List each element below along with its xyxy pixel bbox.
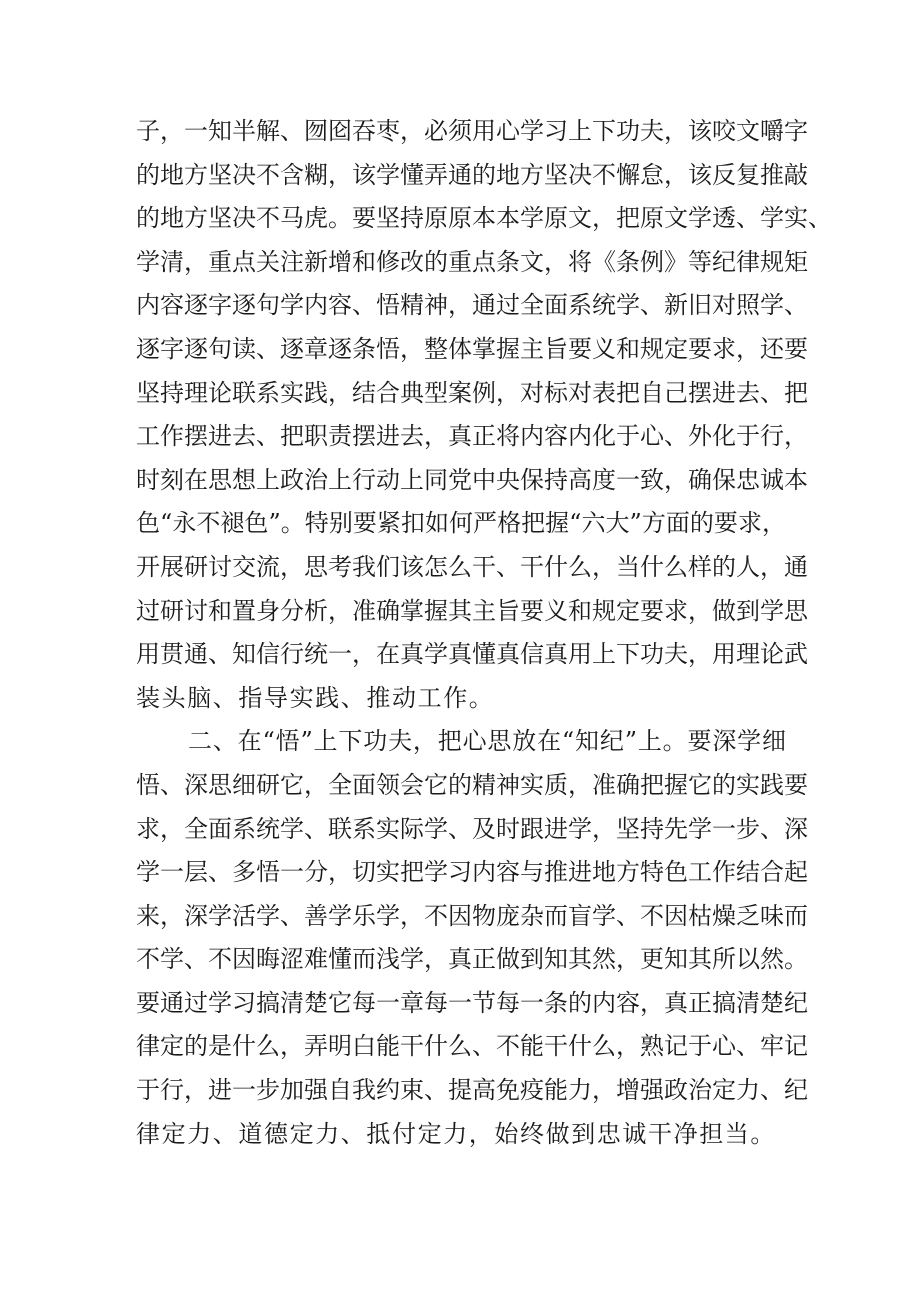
text-line-last: 装头脑、指导实践、推动工作。 <box>136 683 495 712</box>
text-line: 色“永不褪色”。特别要紧扣如何严格把握“六大”方面的要求， <box>136 509 786 538</box>
text-line: 学一层、多悟一分，切实把学习内容与推进地方特色工作结合起 <box>136 858 808 887</box>
text-line: 于行，进一步加强自我约束、提高免疫能力，增强政治定力、纪 <box>136 1076 808 1105</box>
text-line: 来，深学活学、善学乐学，不因物庞杂而盲学、不因枯燥乏味而 <box>136 901 808 930</box>
text-line: 的地方坚决不马虎。要坚持原原本本学原文，把原文学透、学实、 <box>136 204 832 233</box>
text-line: 内容逐字逐句学内容、悟精神，通过全面系统学、新旧对照学、 <box>136 291 808 320</box>
text-line: 的地方坚决不含糊，该学懂弄通的地方坚决不懈怠，该反复推敲 <box>136 160 808 189</box>
text-line: 要通过学习搞清楚它每一章每一节每一条的内容，真正搞清楚纪 <box>136 988 808 1017</box>
document-body <box>136 110 832 1156</box>
paragraph-heading-line: 二、在“悟”上下功夫，把心思放在“知纪”上。要深学细 <box>188 727 786 756</box>
text-line: 用贯通、知信行统一，在真学真懂真信真用上下功夫，用理论武 <box>136 640 808 669</box>
paragraph-2 <box>136 720 808 1156</box>
text-line: 学清，重点关注新增和修改的重点条文，将《条例》等纪律规矩 <box>136 247 808 276</box>
text-line: 子，一知半解、囫囵吞枣，必须用心学习上下功夫，该咬文嚼字 <box>136 117 808 145</box>
text-line: 时刻在思想上政治上行动上同党中央保持高度一致，确保忠诚本 <box>136 465 808 494</box>
text-line: 悟、深思细研它，全面领会它的精神实质，准确把握它的实践要 <box>136 770 808 799</box>
text-line: 律定的是什么，弄明白能干什么、不能干什么，熟记于心、牢记 <box>136 1032 808 1061</box>
text-line: 不学、不因晦涩难懂而浅学，真正做到知其然，更知其所以然。 <box>136 945 808 974</box>
text-line-last: 律定力、道德定力、抵付定力，始终做到忠诚干净担当。 <box>136 1119 776 1148</box>
text-line: 开展研讨交流，思考我们该怎么干、干什么，当什么样的人，通 <box>136 552 808 581</box>
text-line: 工作摆进去、把职责摆进去，真正将内容内化于心、外化于行， <box>136 422 808 451</box>
text-line: 求，全面系统学、联系实际学、及时跟进学，坚持先学一步、深 <box>136 814 808 843</box>
text-line: 逐字逐句读、逐章逐条悟，整体掌握主旨要义和规定要求，还要 <box>136 334 808 363</box>
text-line: 坚持理论联系实践，结合典型案例，对标对表把自己摆进去、把 <box>136 378 808 407</box>
text-line: 过研讨和置身分析，准确掌握其主旨要义和规定要求，做到学思 <box>136 596 808 625</box>
paragraph-1 <box>136 110 832 720</box>
